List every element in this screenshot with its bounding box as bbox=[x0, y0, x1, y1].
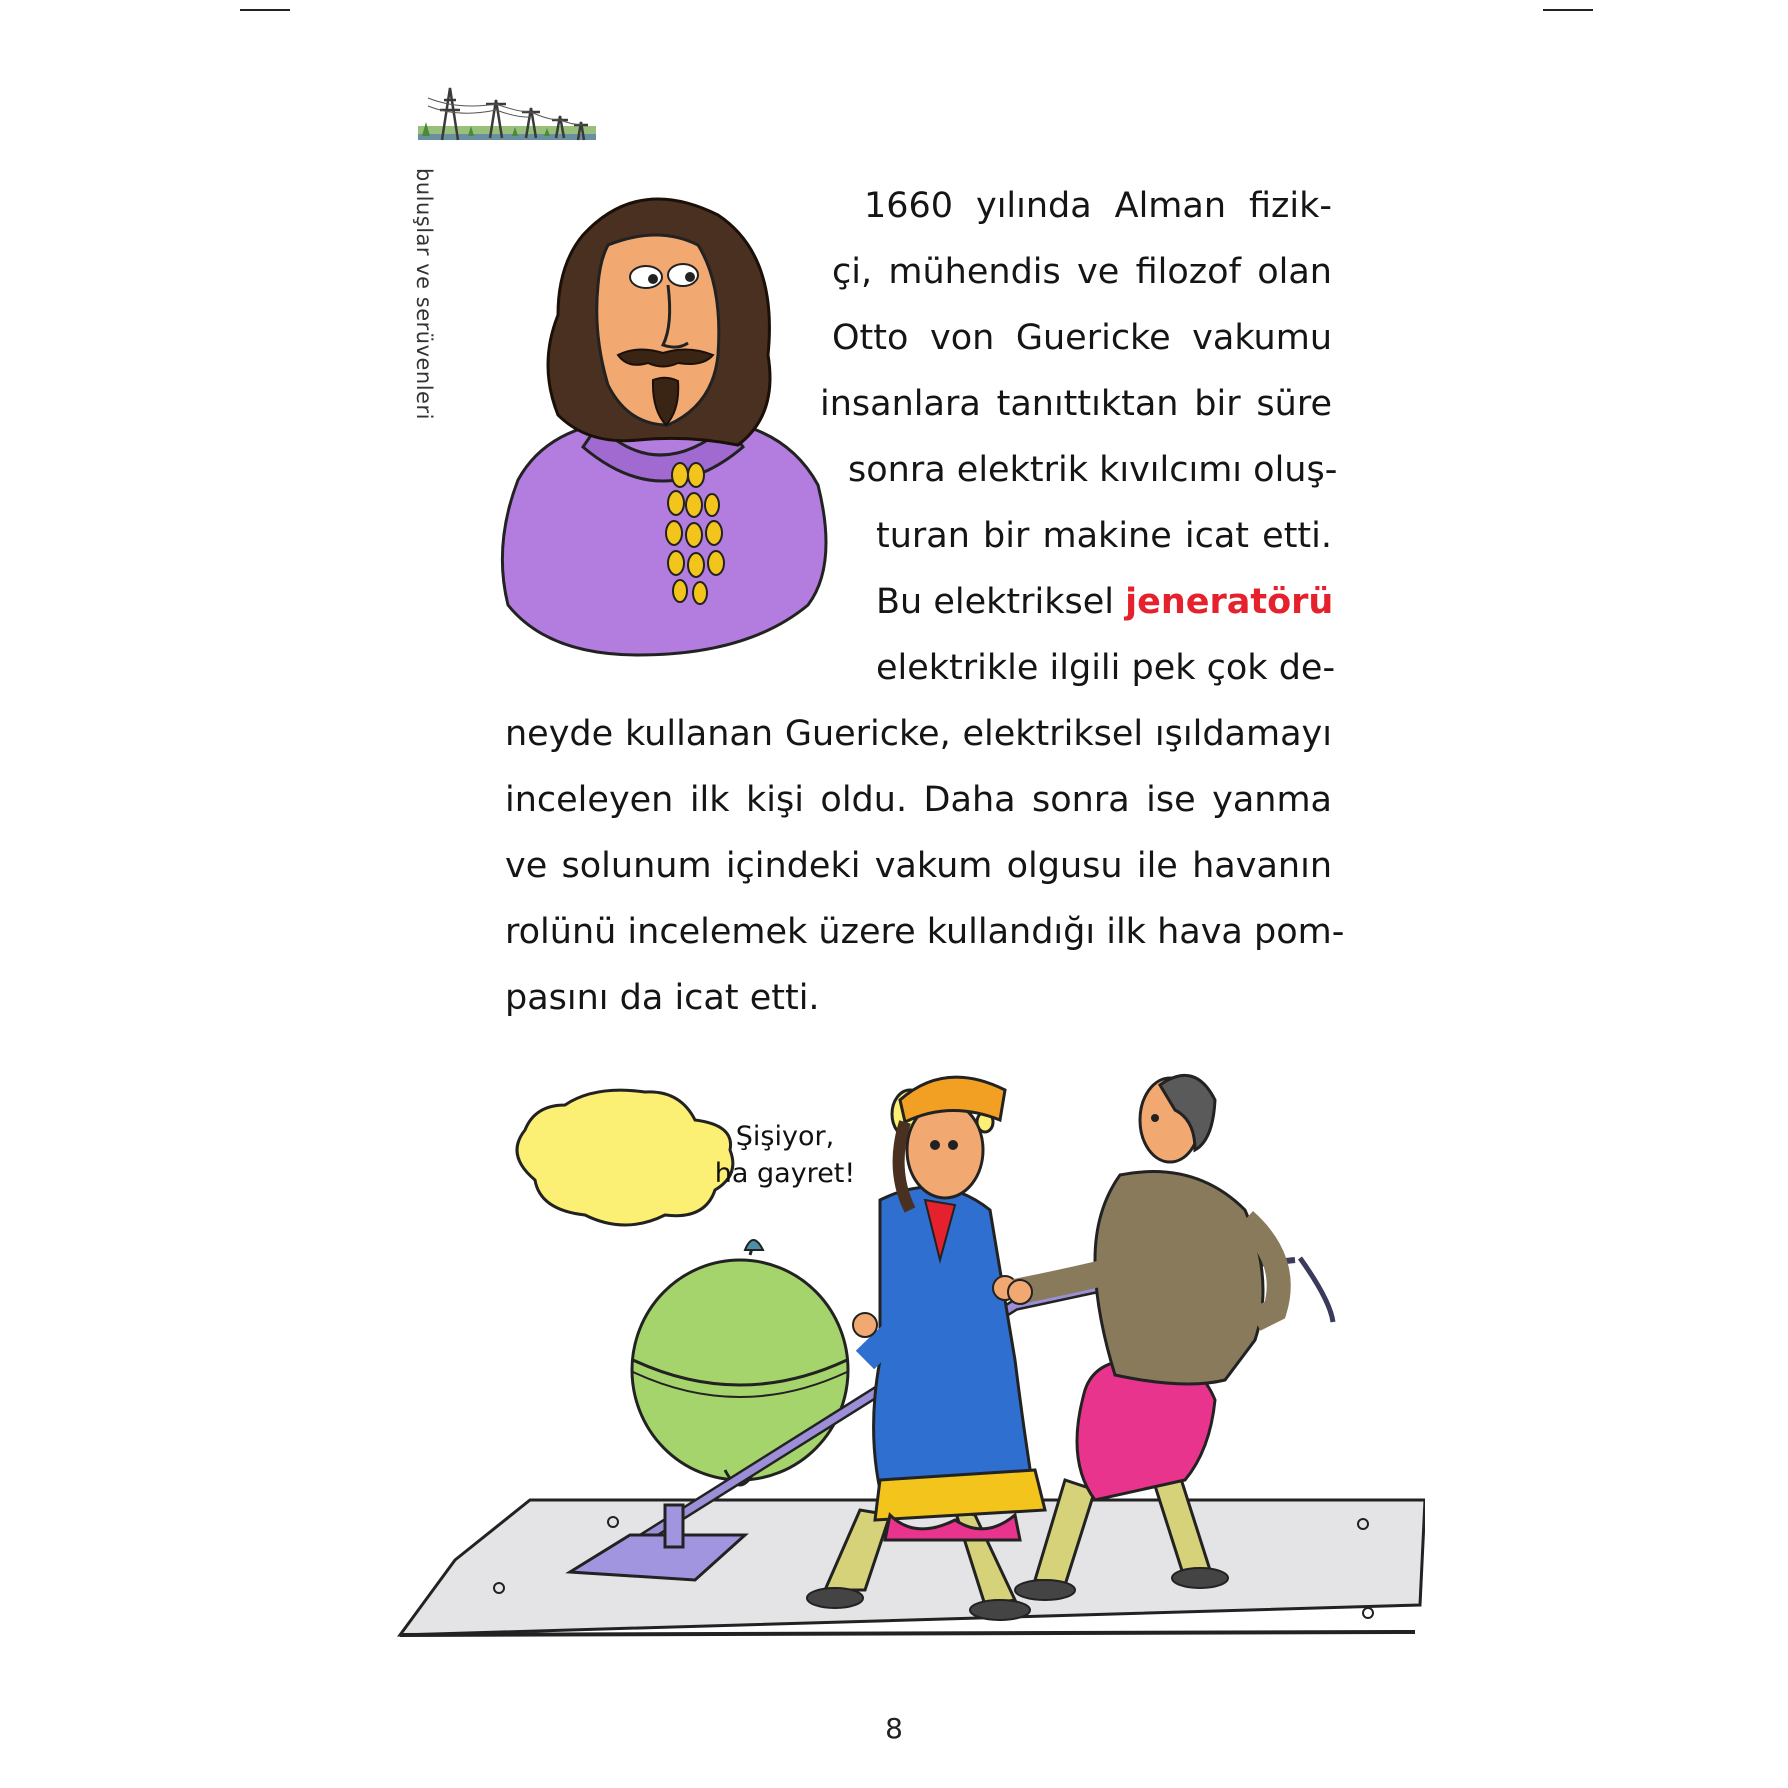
text-line: turan bir makine icat etti. bbox=[876, 516, 1332, 556]
highlight-word: jeneratörü bbox=[1125, 582, 1334, 622]
power-lines-illustration bbox=[418, 80, 596, 155]
series-title: buluşlar ve serüvenleri bbox=[412, 168, 436, 420]
text-line: insanlara tanıttıktan bir süre bbox=[820, 384, 1332, 424]
text-line: sonra elektrik kıvılcımı oluş- bbox=[848, 450, 1338, 490]
text-line: 1660 yılında Alman fizik- bbox=[864, 186, 1332, 226]
text-line-last: pasını da icat etti. bbox=[505, 978, 820, 1018]
text-line: inceleyen ilk kişi oldu. Daha sonra ise yanma bbox=[505, 780, 1332, 820]
crop-mark-right bbox=[1543, 9, 1593, 11]
text-line: neyde kullanan Guericke, elektriksel ışıldamayı bbox=[505, 714, 1332, 754]
text-line: elektrikle ilgili pek çok de- bbox=[876, 648, 1336, 688]
text-line: ve solunum içindeki vakum olgusu ile havanın bbox=[505, 846, 1332, 886]
text-line-highlight bbox=[800, 569, 1332, 635]
speech-bubble-text bbox=[690, 1118, 880, 1192]
air-pump-illustration bbox=[395, 1060, 1425, 1645]
paragraph-lower bbox=[505, 701, 1345, 1031]
paragraph-upper bbox=[800, 173, 1338, 701]
page-number: 8 bbox=[885, 1712, 903, 1745]
speech-bubble-line-1: Şişiyor, bbox=[735, 1121, 835, 1152]
guericke-portrait-illustration bbox=[488, 185, 848, 665]
speech-bubble-line-2: ha gayret! bbox=[714, 1158, 856, 1189]
text-before-highlight: Bu elektriksel bbox=[876, 582, 1114, 622]
text-line: Otto von Guericke vakumu bbox=[832, 318, 1332, 358]
text-line: rolünü incelemek üzere kullandığı ilk hava pom- bbox=[505, 912, 1345, 952]
text-line: çi, mühendis ve filozof olan bbox=[832, 252, 1332, 292]
crop-mark-left bbox=[240, 9, 290, 11]
